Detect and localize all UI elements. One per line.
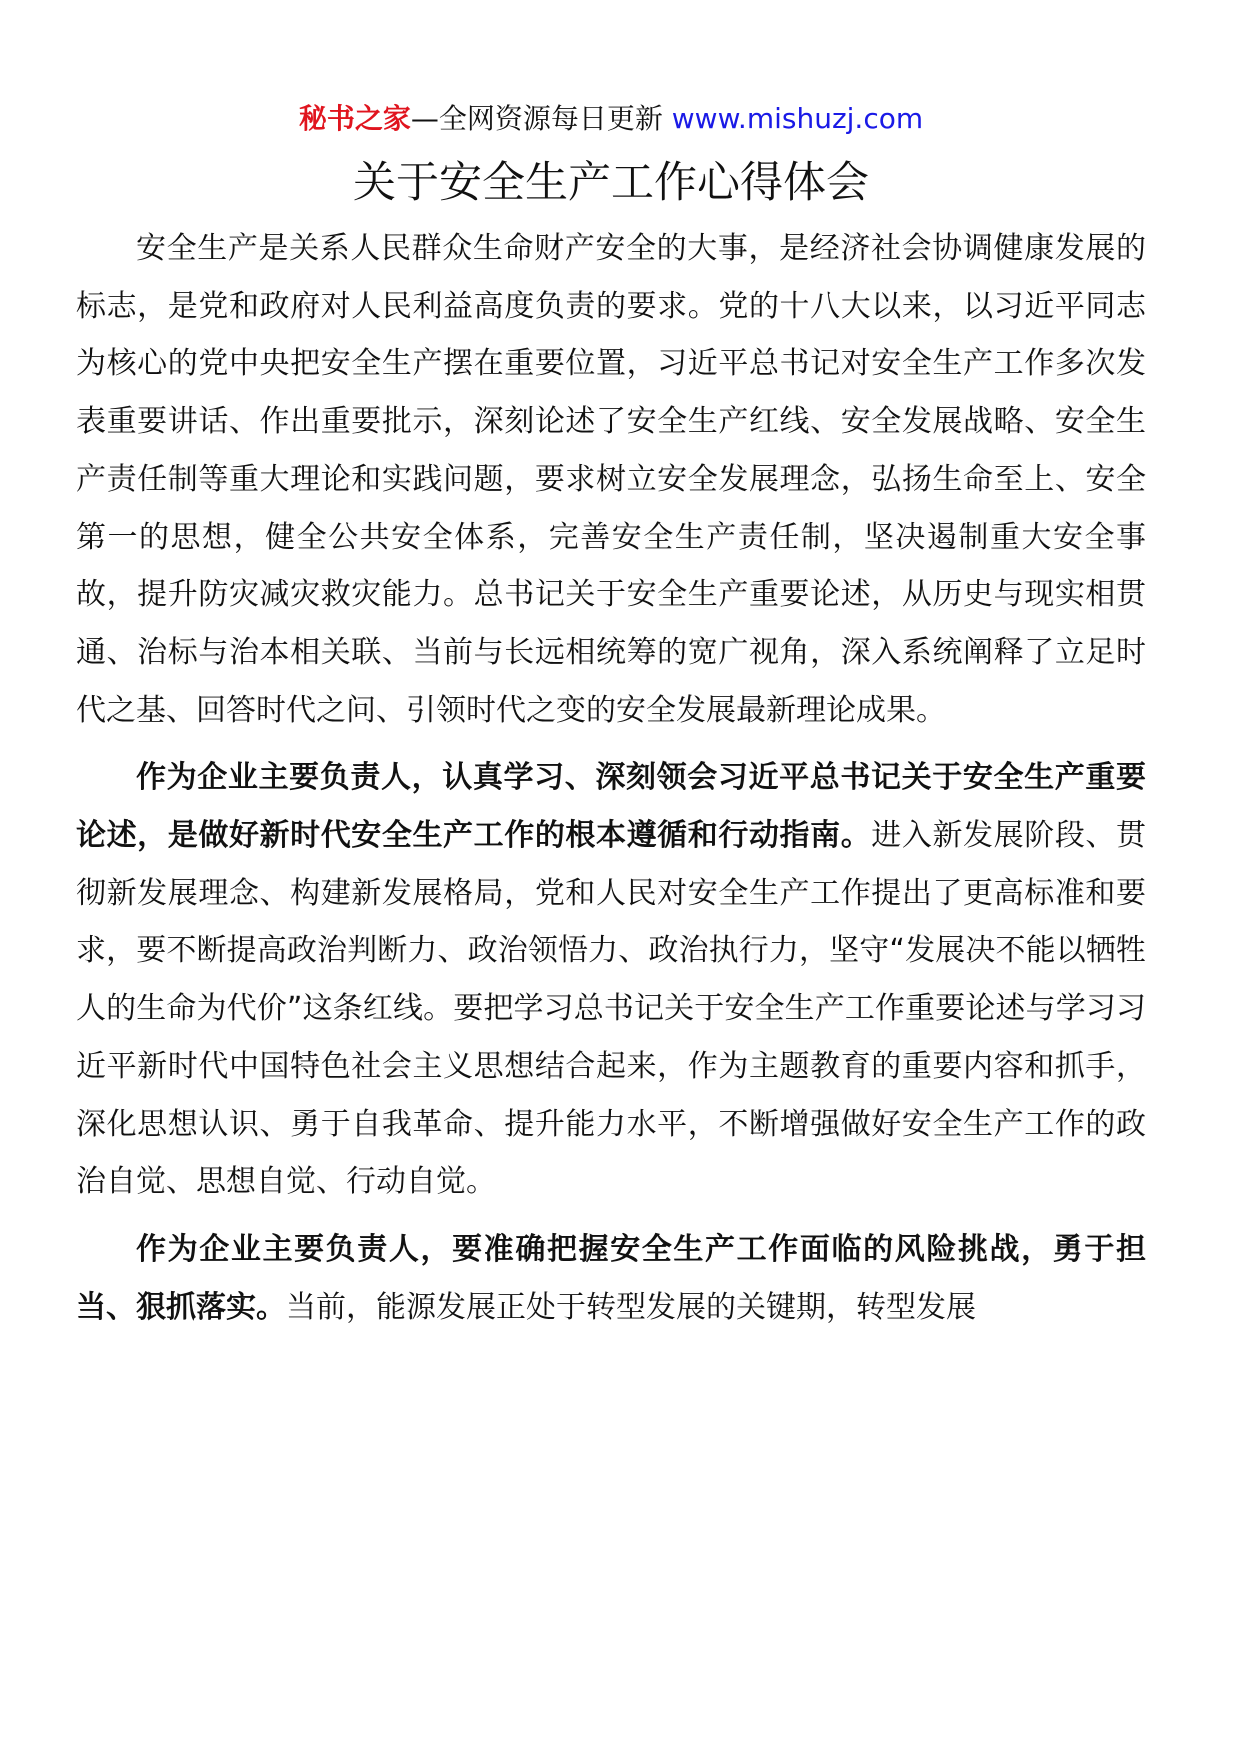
- paragraph-1: [76, 220, 1146, 739]
- paragraph-lead: 作为企业主要负责人，要准确把握安全生产工作面临的风险挑战，勇于担当、狠抓落实。: [76, 1231, 1146, 1325]
- site-url-link[interactable]: www.mishuzj.com: [671, 102, 924, 135]
- paragraph-lead: 作为企业主要负责人，认真学习、深刻领会习近平总书记关于安全生产重要论述，是做好新时代安全生产工作的根本遵循和行动指南。: [76, 760, 1146, 854]
- paragraph-3: [76, 1221, 1146, 1336]
- paragraph-text: 当前，能源发展正处于转型发展的关键期，转型发展: [286, 1289, 976, 1325]
- paragraph-2: [76, 749, 1146, 1211]
- paragraph-text: 安全生产是关系人民群众生命财产安全的大事，是经济社会协调健康发展的标志，是党和政府对人民利益高度负责的要求。党的十八大以来，以习近平同志为核心的党中央把安全生产摆在重要位置，习近平总书记对安全生产工作多次发表重要讲话、作出重要批示，深刻论述了安全生产红线、安全发展战略、安全生产责任制等重大理论和实践问题，要求树立安全发展理念，弘扬生命至上、安全第一的思想，健全公共安全体系，完善安全生产责任制，坚决遏制重大安全事故，提升防灾减灾救灾能力。总书记关于安全生产重要论述，从历史与现实相贯通、治标与治本相关联、当前与长远相统筹的宽广视角，深入系统阐释了立足时代之基、回答时代之问、引领时代之变的安全发展最新理论成果。: [76, 231, 1146, 728]
- site-brand: 秘书之家: [298, 102, 411, 135]
- site-tagline: —全网资源每日更新: [410, 102, 672, 135]
- site-header: [76, 96, 1146, 142]
- paragraph-text: 进入新发展阶段、贯彻新发展理念、构建新发展格局，党和人民对安全生产工作提出了更高标准和要求，要不断提高政治判断力、政治领悟力、政治执行力，坚守“发展决不能以牺牲人的生命为代价”这条红线。要把学习总书记关于安全生产工作重要论述与学习习近平新时代中国特色社会主义思想结合起来，作为主题教育的重要内容和抓手，深化思想认识、勇于自我革命、提升能力水平，不断增强做好安全生产工作的政治自觉、思想自觉、行动自觉。: [76, 818, 1147, 1200]
- document-title: 关于安全生产工作心得体会: [353, 158, 869, 208]
